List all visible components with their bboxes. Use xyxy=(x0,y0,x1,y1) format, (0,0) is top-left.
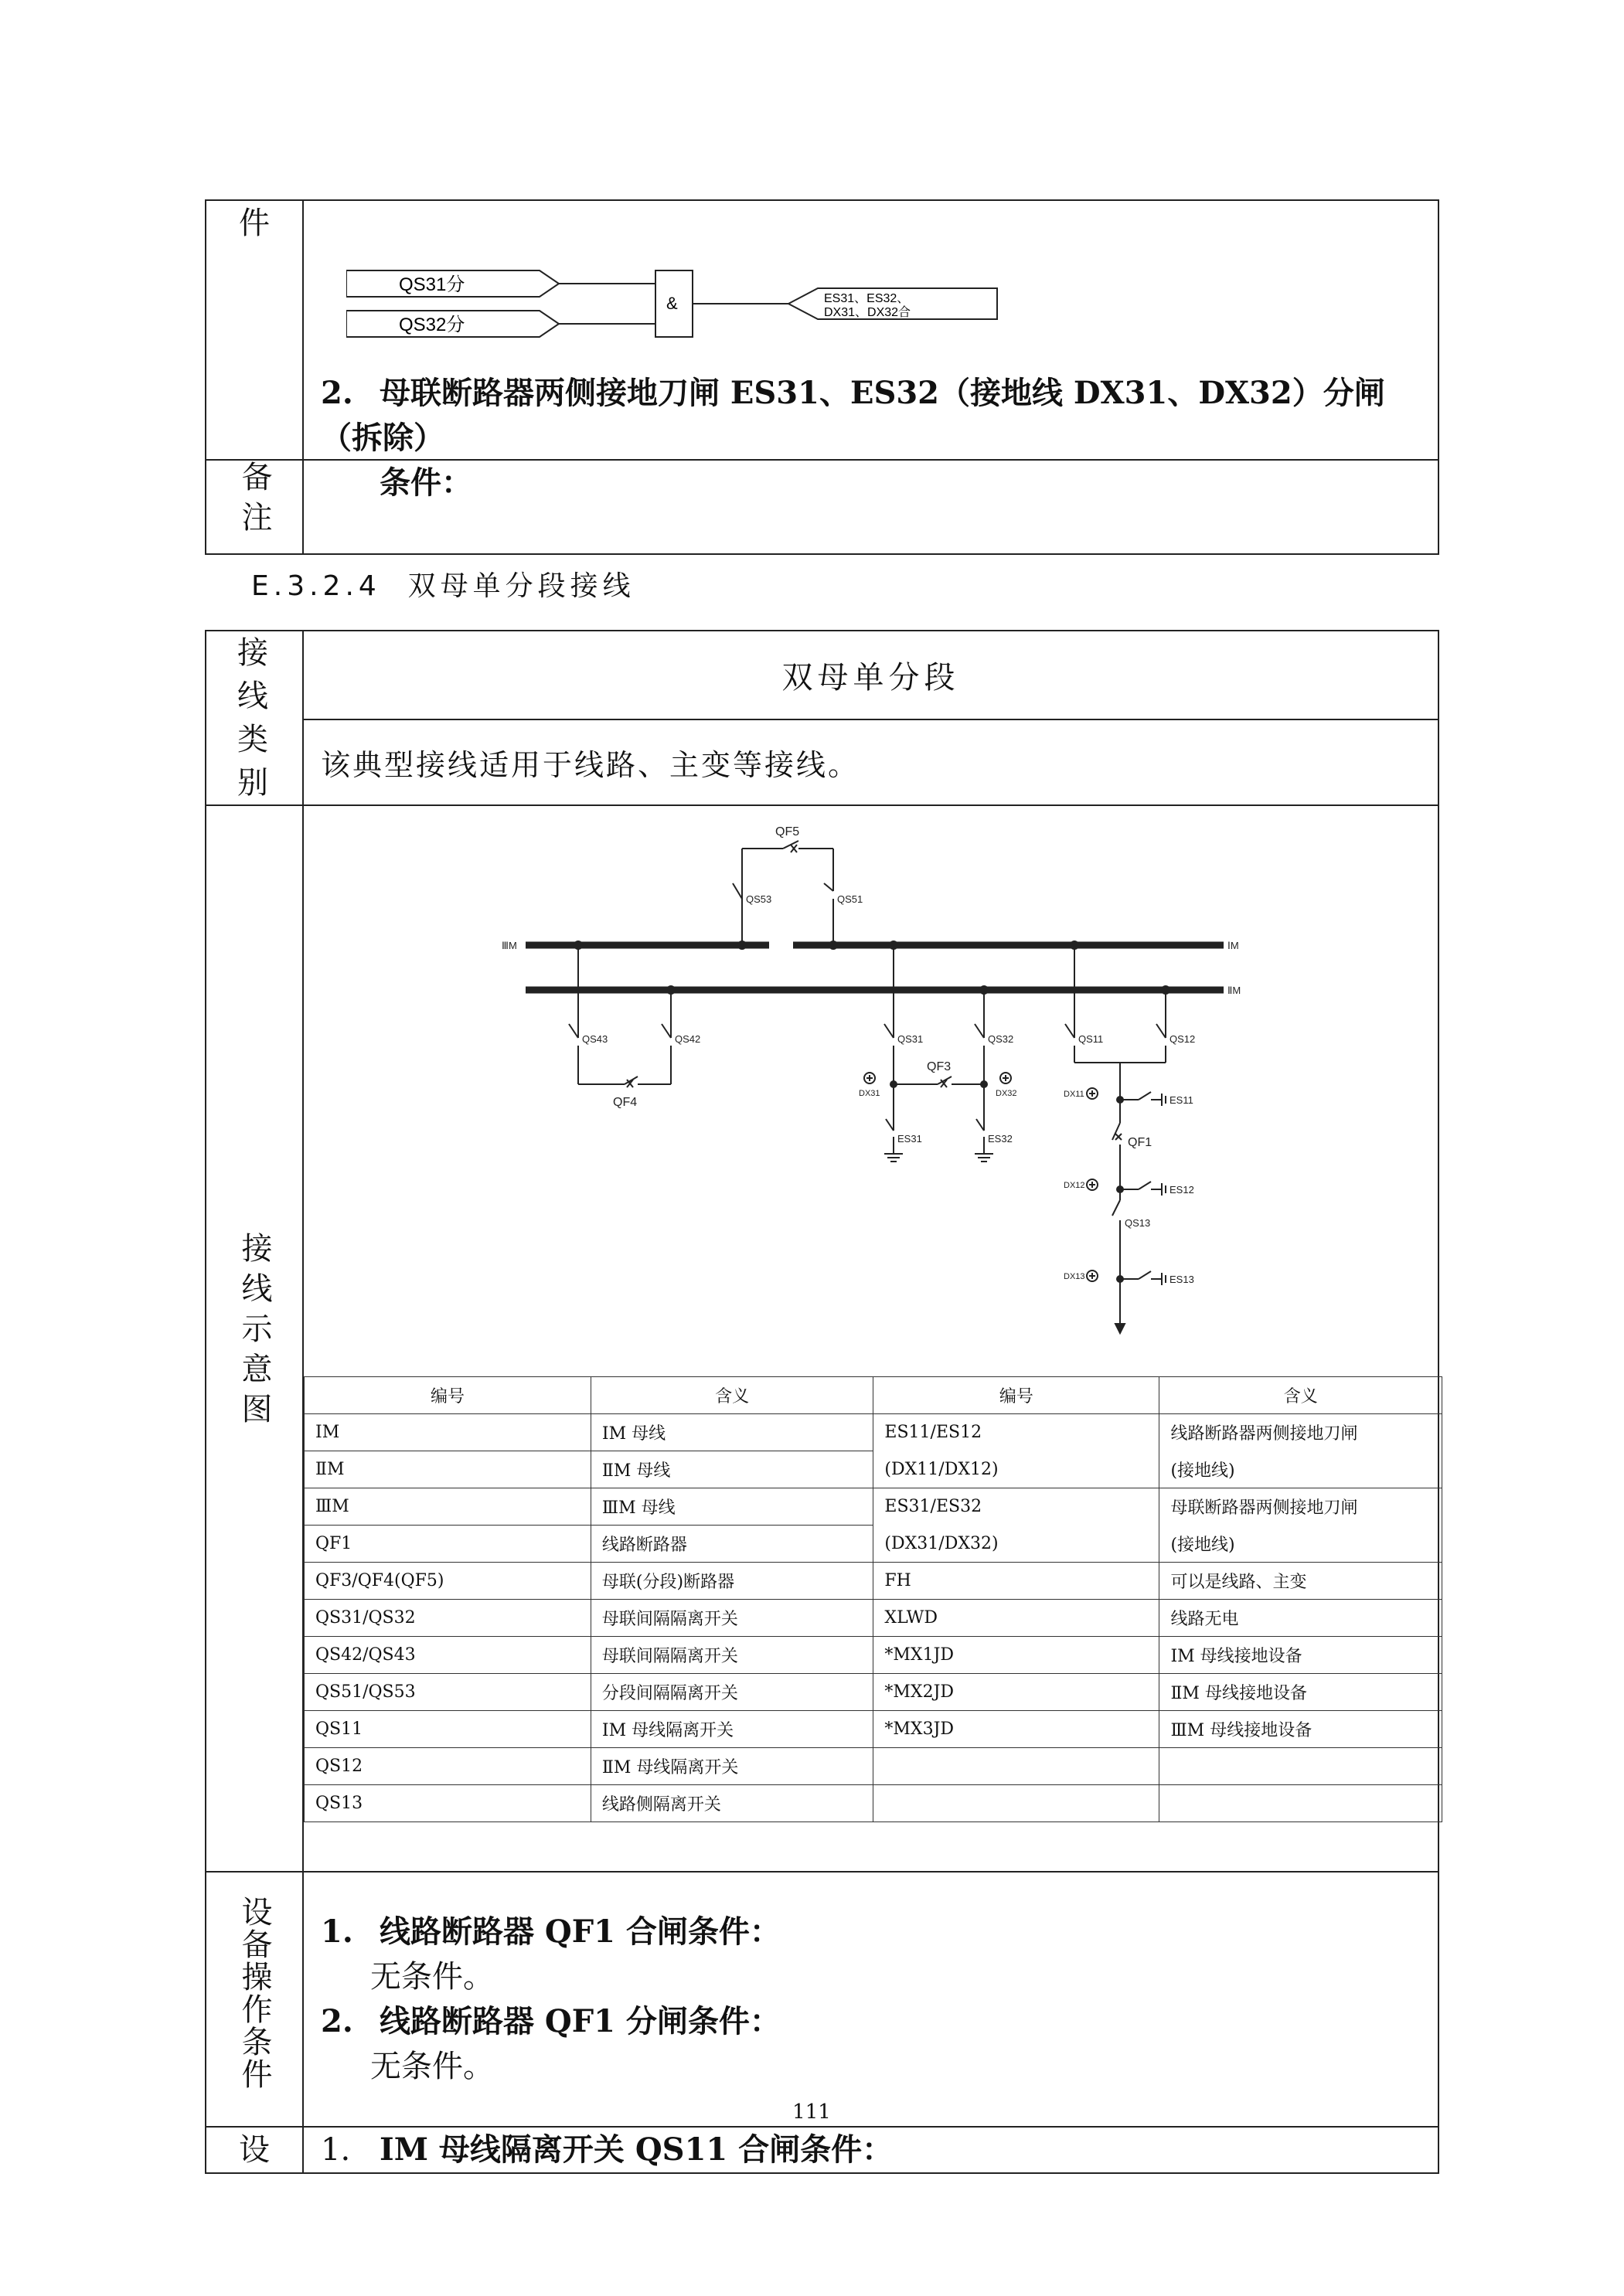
legend-code-right: *MX3JD xyxy=(873,1711,1159,1748)
label-qf5: QF5 xyxy=(775,825,800,838)
legend-row xyxy=(305,1785,1442,1822)
legend-code-right: XLWD xyxy=(873,1600,1159,1637)
legend-meaning-right: 线路断路器两侧接地刀闸 xyxy=(1159,1414,1442,1451)
item2-title-cont: 条件： xyxy=(380,464,472,501)
legend-meaning: 线路断路器 xyxy=(591,1526,873,1563)
legend-code: QS11 xyxy=(305,1711,591,1748)
next-number: 1. xyxy=(321,2132,351,2168)
row-label-cell xyxy=(206,200,303,460)
ops-item-1 xyxy=(321,1910,1438,1954)
legend-code-right xyxy=(873,1748,1159,1785)
label-qs12: QS12 xyxy=(1169,1033,1196,1045)
remarks-label-cell xyxy=(206,460,303,554)
ops-item-1-title: 线路断路器 QF1 合闸条件： xyxy=(380,1913,781,1950)
label-es12: ES12 xyxy=(1169,1184,1194,1196)
logic-output-1: ES31、ES32、 xyxy=(824,292,910,305)
legend-code-right: FH xyxy=(873,1563,1159,1600)
ops-item-2 xyxy=(321,1999,1438,2044)
logic-output-2: DX31、DX32合 xyxy=(824,306,911,319)
legend-header: 编号 xyxy=(305,1377,591,1414)
row-label: 件 xyxy=(239,206,270,241)
legend-code: QS42/QS43 xyxy=(305,1637,591,1674)
legend-row xyxy=(305,1748,1442,1785)
label-qs31: QS31 xyxy=(897,1033,924,1045)
label-dx32: DX32 xyxy=(996,1089,1017,1098)
legend-header-row xyxy=(305,1377,1442,1414)
ops-label: 设备操作条件 xyxy=(237,1896,272,2090)
legend-meaning: ⅡM 母线 xyxy=(591,1451,873,1488)
label-qs42: QS42 xyxy=(675,1033,701,1045)
legend-meaning-right: ⅢM 母线接地设备 xyxy=(1159,1711,1442,1748)
legend-code: ⅡM xyxy=(305,1451,591,1488)
label-qs11: QS11 xyxy=(1078,1033,1104,1045)
label-es31: ES31 xyxy=(897,1133,922,1145)
legend-meaning-right xyxy=(1159,1785,1442,1822)
legend-code-right: ES31/ES32 xyxy=(873,1488,1159,1526)
label-qs51: QS51 xyxy=(837,893,863,905)
label-bus1: ⅠM xyxy=(1227,940,1239,951)
legend-meaning: ⅠM 母线 xyxy=(591,1414,873,1451)
label-bus2: ⅡM xyxy=(1227,985,1241,996)
legend-row xyxy=(305,1711,1442,1748)
ops-label-cell xyxy=(206,1872,303,2127)
type-value-cell xyxy=(303,631,1438,719)
legend-row xyxy=(305,1637,1442,1674)
legend-code-right xyxy=(873,1785,1159,1822)
top-table xyxy=(205,199,1439,555)
legend-header: 含义 xyxy=(1159,1377,1442,1414)
legend-row xyxy=(305,1526,1442,1563)
label-qf1: QF1 xyxy=(1128,1136,1152,1149)
legend-code-right: *MX2JD xyxy=(873,1674,1159,1711)
legend-meaning: 母联间隔隔离开关 xyxy=(591,1637,873,1674)
legend-code-right: (DX31/DX32) xyxy=(873,1526,1159,1563)
wiring-diagram xyxy=(304,806,1425,1370)
legend-code: QS13 xyxy=(305,1785,591,1822)
legend-meaning-right: ⅡM 母线接地设备 xyxy=(1159,1674,1442,1711)
next-label: 设 xyxy=(239,2132,270,2168)
type-label: 接线类别 xyxy=(237,635,271,801)
next-cell xyxy=(303,2127,1438,2173)
label-dx31: DX31 xyxy=(859,1089,880,1098)
label-es13: ES13 xyxy=(1169,1274,1194,1285)
label-dx13: DX13 xyxy=(1064,1272,1085,1281)
legend-header: 编号 xyxy=(873,1377,1159,1414)
ops-item-2-num: 2. xyxy=(321,2003,353,2039)
logic-input-1: QS31分 xyxy=(399,274,465,295)
label-es11: ES11 xyxy=(1169,1094,1193,1106)
ops-item-2-title: 线路断路器 QF1 分闸条件： xyxy=(380,2003,781,2039)
type-value: 双母单分段 xyxy=(781,659,960,696)
logic-input-2: QS32分 xyxy=(399,315,465,335)
label-qs13: QS13 xyxy=(1125,1217,1151,1229)
legend-meaning-right: 线路无电 xyxy=(1159,1600,1442,1637)
legend-meaning-right: 母联断路器两侧接地刀闸 xyxy=(1159,1488,1442,1526)
remarks-label: 备注 xyxy=(237,461,272,541)
legend-code-right: *MX1JD xyxy=(873,1637,1159,1674)
legend-meaning-right: (接地线) xyxy=(1159,1451,1442,1488)
legend-row xyxy=(305,1414,1442,1451)
main-table xyxy=(205,630,1439,2174)
ops-item-2-body: 无条件。 xyxy=(370,2049,494,2084)
legend-code-right: ES11/ES12 xyxy=(873,1414,1159,1451)
item2-title: 母联断路器两侧接地刀闸 ES31、ES32（接地线 DX31、DX32）分闸（拆除） xyxy=(321,375,1385,456)
section-heading: E.3.2.4 双母单分段接线 xyxy=(251,570,635,602)
legend-meaning: ⅢM 母线 xyxy=(591,1488,873,1526)
legend-meaning-right: ⅠM 母线接地设备 xyxy=(1159,1637,1442,1674)
legend-meaning: 线路侧隔离开关 xyxy=(591,1785,873,1822)
logic-cell xyxy=(303,200,1438,501)
diagram-label-cell xyxy=(206,805,303,1872)
legend-code: ⅠM xyxy=(305,1414,591,1451)
legend-meaning: 分段间隔隔离开关 xyxy=(591,1674,873,1711)
legend-code: QF3/QF4(QF5) xyxy=(305,1563,591,1600)
item2-condition xyxy=(321,371,1438,505)
and-gate-label: & xyxy=(666,294,678,313)
label-qs32: QS32 xyxy=(988,1033,1014,1045)
legend-meaning: ⅠM 母线隔离开关 xyxy=(591,1711,873,1748)
legend-meaning-right xyxy=(1159,1748,1442,1785)
label-qs43: QS43 xyxy=(582,1033,608,1045)
page-number: 111 xyxy=(792,2100,831,2124)
legend-code: QS12 xyxy=(305,1748,591,1785)
label-dx11: DX11 xyxy=(1064,1090,1084,1099)
ops-cell xyxy=(303,1872,1438,2127)
legend-code: QF1 xyxy=(305,1526,591,1563)
label-dx12: DX12 xyxy=(1064,1181,1085,1190)
legend-table xyxy=(304,1376,1442,1822)
legend-code-right: (DX11/DX12) xyxy=(873,1451,1159,1488)
next-title: ⅠM 母线隔离开关 QS11 合闸条件： xyxy=(380,2131,894,2168)
diagram-label: 接线示意图 xyxy=(237,1232,272,1433)
ops-item-1-body: 无条件。 xyxy=(370,1959,494,1995)
legend-row xyxy=(305,1674,1442,1711)
legend-row xyxy=(305,1488,1442,1526)
label-qf3: QF3 xyxy=(927,1060,952,1073)
item2-number: 2. xyxy=(321,375,353,411)
logic-diagram xyxy=(346,263,1042,379)
ops-item-1-num: 1. xyxy=(321,1913,353,1950)
legend-row xyxy=(305,1600,1442,1637)
legend-header: 含义 xyxy=(591,1377,873,1414)
diagram-cell xyxy=(303,805,1438,1872)
legend-meaning-right: 可以是线路、主变 xyxy=(1159,1563,1442,1600)
label-es32: ES32 xyxy=(988,1133,1013,1145)
legend-code: QS31/QS32 xyxy=(305,1600,591,1637)
label-qf4: QF4 xyxy=(613,1096,638,1109)
legend-meaning: 母联间隔隔离开关 xyxy=(591,1600,873,1637)
legend-meaning: 母联(分段)断路器 xyxy=(591,1563,873,1600)
legend-code: ⅢM xyxy=(305,1488,591,1526)
apply-text: 该典型接线适用于线路、主变等接线。 xyxy=(321,747,860,782)
legend-code: QS51/QS53 xyxy=(305,1674,591,1711)
label-bus3: ⅢM xyxy=(502,940,517,951)
legend-meaning-right: (接地线) xyxy=(1159,1526,1442,1563)
type-label-cell xyxy=(206,631,303,805)
label-qs53: QS53 xyxy=(746,893,772,905)
legend-row xyxy=(305,1451,1442,1488)
legend-meaning: ⅡM 母线隔离开关 xyxy=(591,1748,873,1785)
next-label-cell xyxy=(206,2127,303,2173)
legend-row xyxy=(305,1563,1442,1600)
apply-cell xyxy=(303,719,1438,805)
